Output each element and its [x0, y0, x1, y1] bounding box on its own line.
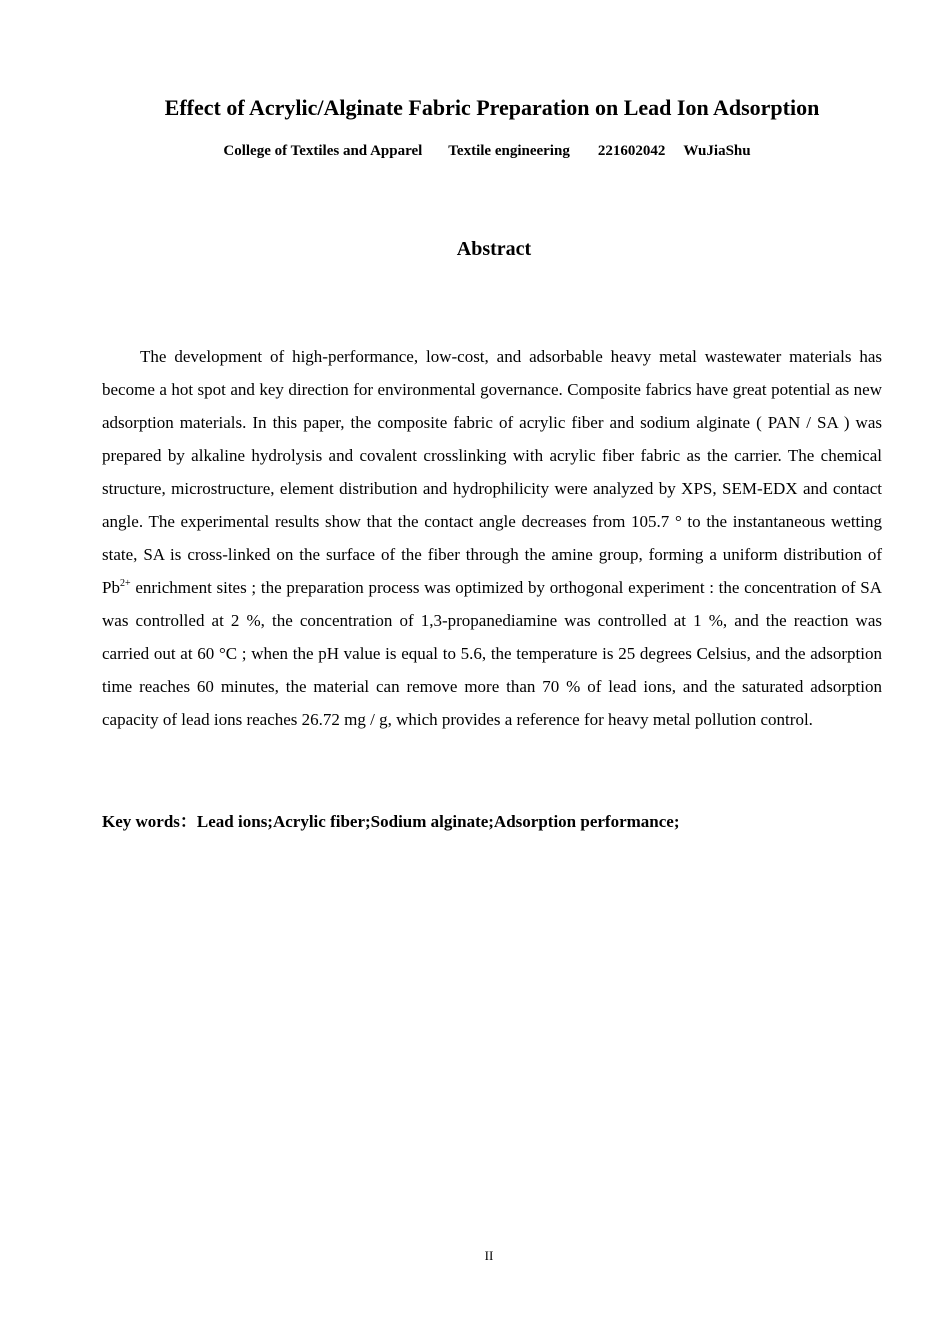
keywords-list: Lead ions;Acrylic fiber;Sodium alginate;Adsorption performance; — [196, 812, 680, 831]
abstract-body — [102, 340, 882, 736]
charge-superscript: 2+ — [119, 578, 131, 589]
student-id: 221602042 — [597, 143, 666, 159]
author-info-line — [0, 141, 950, 161]
college-name: College of Textiles and Apparel — [223, 143, 423, 159]
keywords-line — [102, 805, 882, 838]
page-number: II — [484, 1248, 494, 1263]
major-name: Textile engineering — [448, 143, 570, 159]
author-name: WuJiaShu — [683, 143, 751, 159]
abstract-text-part-1: The development of high-performance, low-cost, and adsorbable heavy metal wastewater materials has become a hot spot and key direction for environmental governance. Composite fabrics have great potential as new adsorption materials. In this paper, the composite fabric of acrylic fiber and sodium alginate ( PAN / SA ) was prepared by alkaline hydrolysis and covalent crosslinking with acrylic fiber fabric as the carrier. The chemical structure, microstructure, element distribution and hydrophilicity were analyzed by XPS, SEM-EDX and contact angle. The experimental results show that the contact angle decreases from 105.7 ° to the instantaneous wetting state, SA is cross-linked on the surface of the fiber through the amine group, forming a uniform distribution of Pb — [102, 347, 882, 597]
abstract-text-part-2: enrichment sites ; the preparation process was optimized by orthogonal experiment : the concentration of SA was controlled at 2 %, the concentration of 1,3-propanediamine was controlled at 1 %, and the reaction was carried out at 60 °C ; when the pH value is equal to 5.6, the temperature is 25 degrees Celsius, and the adsorption time reaches 60 minutes, the material can remove more than 70 % of lead ions, and the saturated adsorption capacity of lead ions reaches 26.72 mg / g, which provides a reference for heavy metal pollution control. — [102, 578, 882, 729]
keywords-label: Key words： — [102, 812, 197, 831]
abstract-heading: Abstract — [456, 238, 532, 260]
paper-title: Effect of Acrylic/Alginate Fabric Preparation on Lead Ion Adsorption — [164, 95, 820, 120]
